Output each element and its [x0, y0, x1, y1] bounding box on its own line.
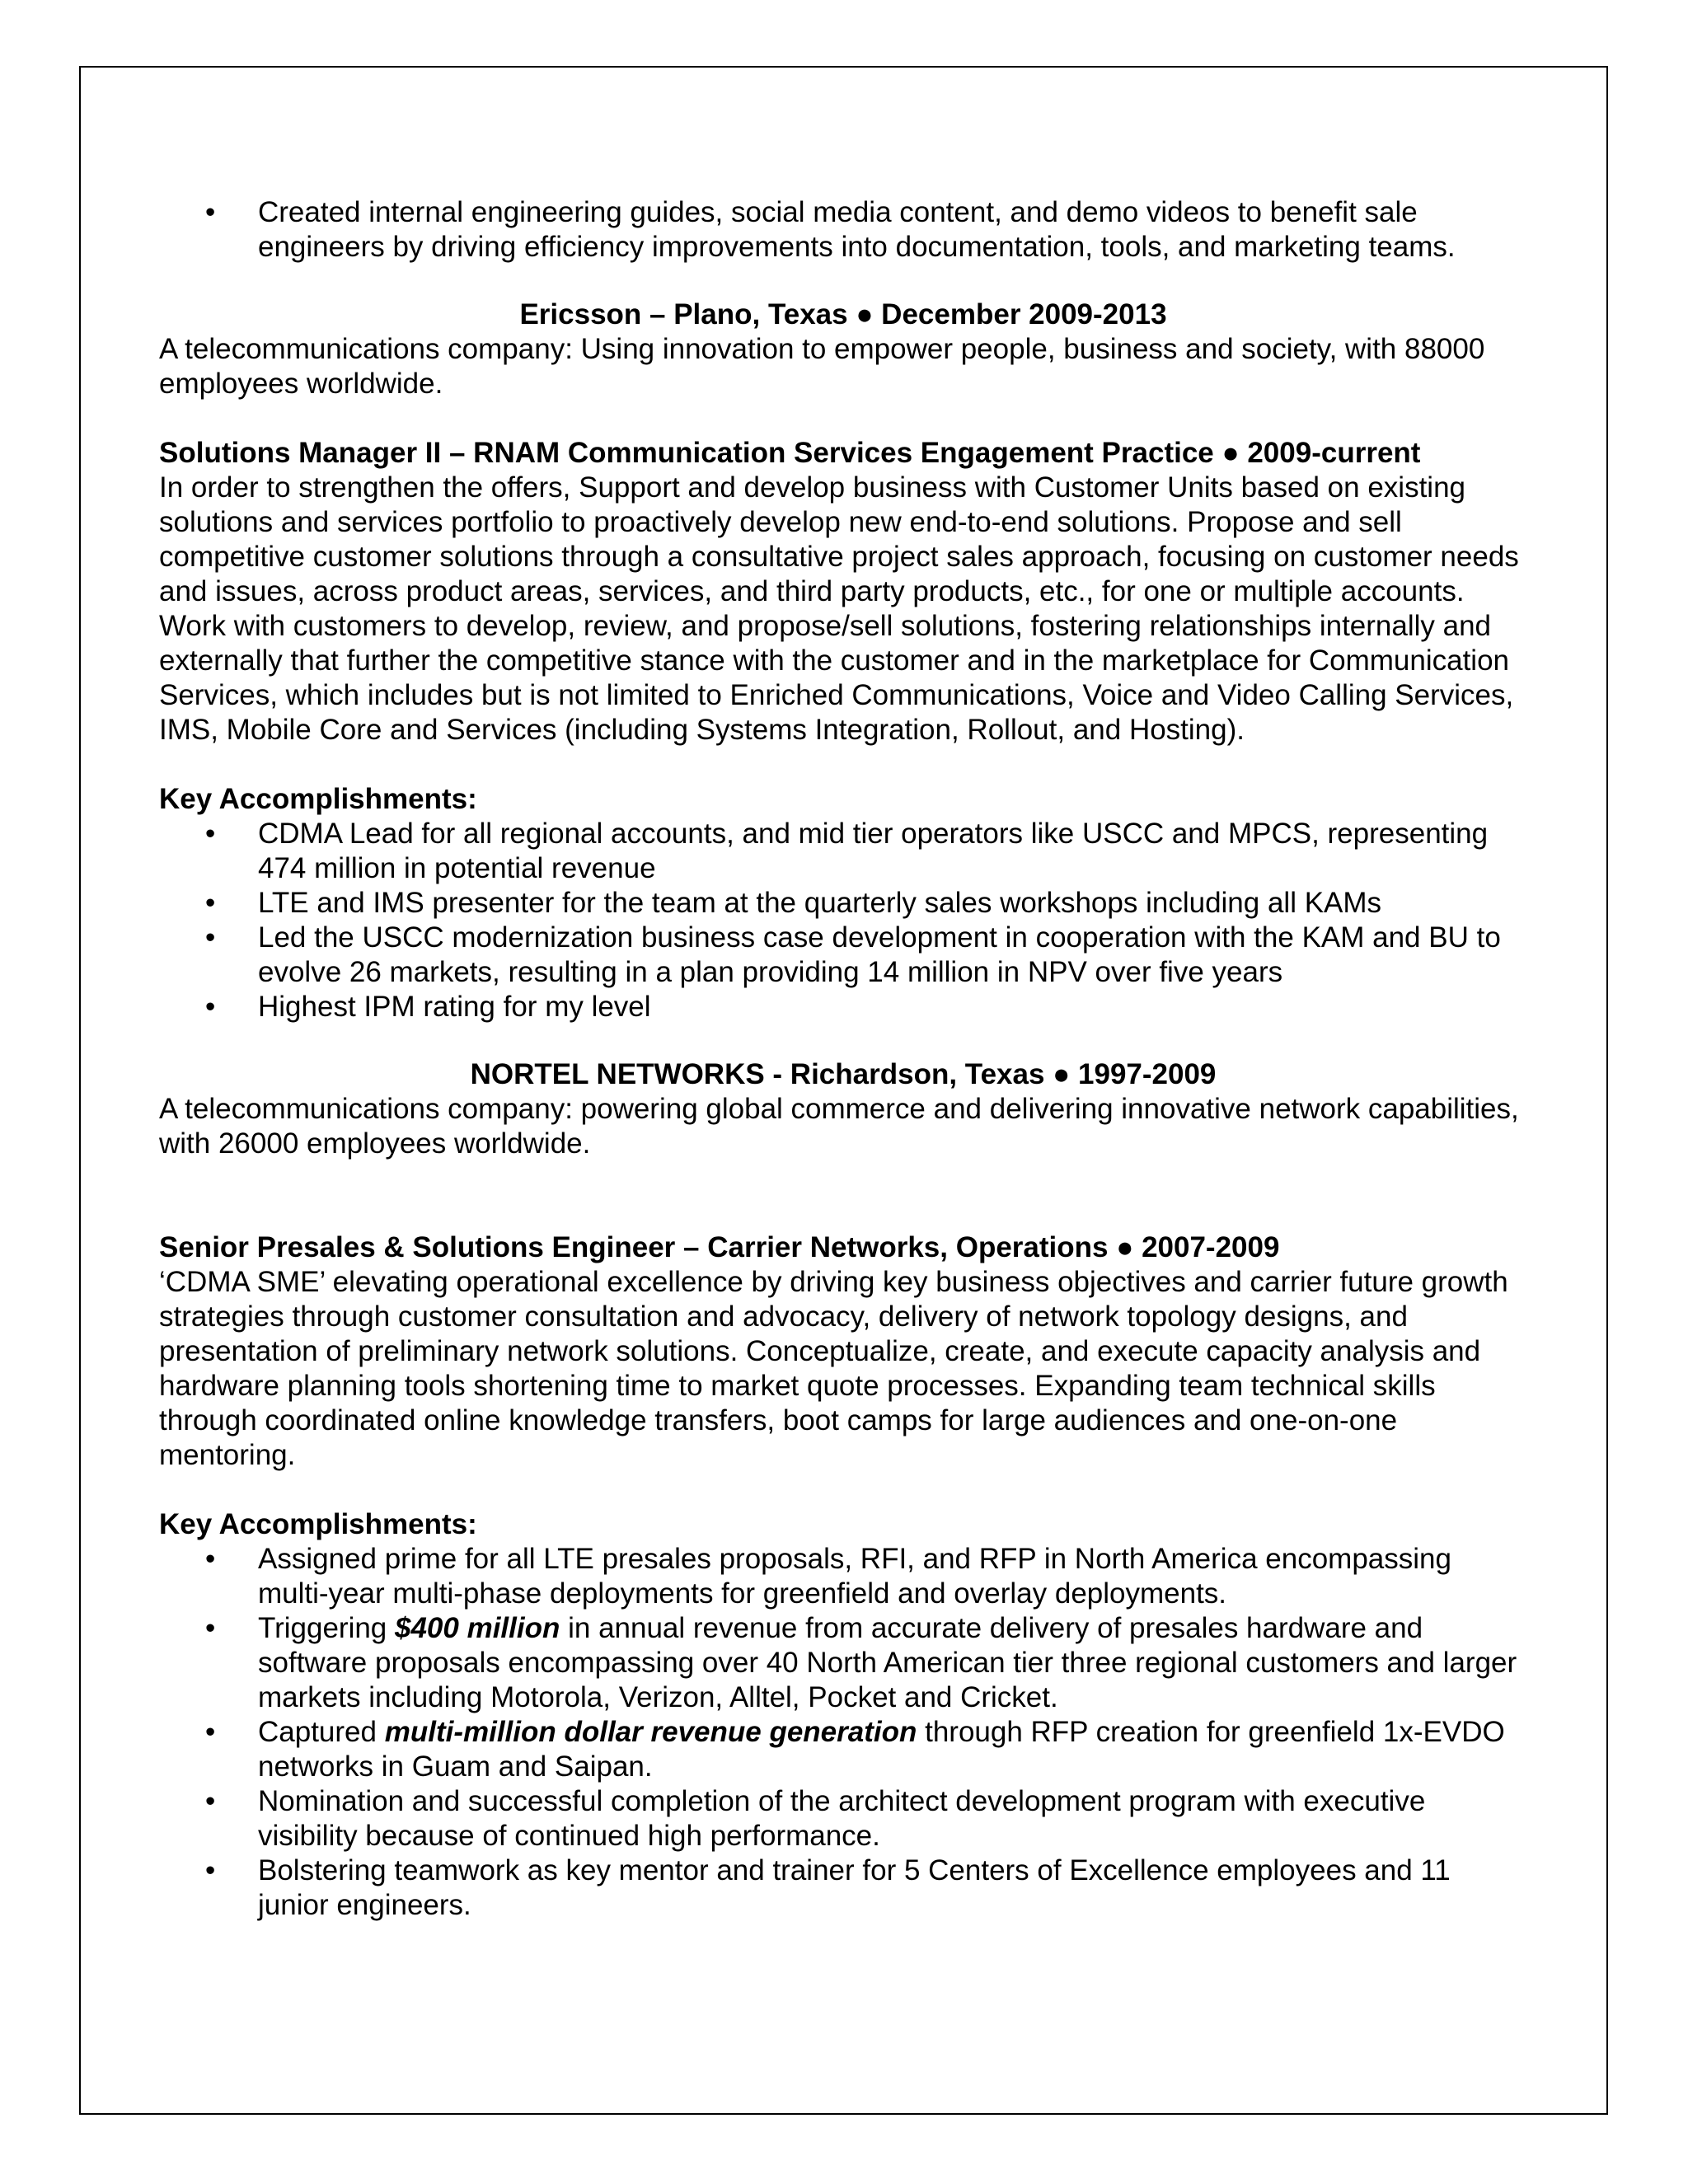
list-item — [159, 990, 1527, 1024]
bullet-icon: • — [205, 1785, 216, 1817]
bullet-icon: • — [205, 196, 216, 228]
bullet-text: Highest IPM rating for my level — [258, 991, 651, 1023]
bullet-text-after: through RFP creation for greenfield 1x-EVDO networks in Guam and Saipan. — [258, 1716, 1505, 1783]
bullet-text-after: in annual revenue from accurate delivery of presales hardware and software proposals encompassing over 40 North American tier three regional customers and larger markets including Motorola, Verizon, Alltel, Pocket and Cricket. — [258, 1612, 1517, 1713]
nortel-company-heading: NORTEL NETWORKS - Richardson, Texas ● 1997-2009 — [470, 1058, 1217, 1090]
senior-presales-job-title: Senior Presales & Solutions Engineer – Carrier Networks, Operations ● 2007-2009 — [159, 1231, 1280, 1263]
bullet-text — [258, 1716, 1505, 1783]
bullet-icon: • — [205, 991, 216, 1023]
bullet-text: LTE and IMS presenter for the team at the quarterly sales workshops including all KAMs — [258, 887, 1382, 919]
bullet-text-before: Captured — [258, 1716, 385, 1748]
spacer — [159, 1161, 1527, 1230]
list-item — [159, 921, 1527, 990]
spacer — [159, 401, 1527, 436]
solutions-manager-job-title: Solutions Manager II – RNAM Communication Services Engagement Practice ● 2009-current — [159, 437, 1421, 469]
list-item — [159, 886, 1527, 921]
spacer — [159, 1473, 1527, 1507]
ericsson-company-description: A telecommunications company: Using innovation to empower people, business and society, with 88000 employees worldwide. — [159, 333, 1485, 400]
nortel-company-description: A telecommunications company: powering global commerce and delivering innovative network capabilities, with 26000 employees worldwide. — [159, 1093, 1519, 1160]
bullet-text: Created internal engineering guides, social media content, and demo videos to benefit sale engineers by driving efficiency improvements into documentation, tools, and marketing teams. — [258, 196, 1456, 263]
bullet-icon: • — [205, 1612, 216, 1644]
bullet-icon: • — [205, 818, 216, 850]
list-item — [159, 1542, 1527, 1611]
bullet-text: CDMA Lead for all regional accounts, and mid tier operators like USCC and MPCS, representing 474 million in potential revenue — [258, 818, 1489, 884]
revenue-emphasis: multi-million dollar revenue generation — [384, 1716, 917, 1748]
resume-page-content — [159, 195, 1527, 1923]
bullet-text: Led the USCC modernization business case development in cooperation with the KAM and BU to evolve 26 markets, resulting in a plan providing 14 million in NPV over five years — [258, 921, 1501, 988]
spacer — [159, 748, 1527, 782]
ericsson-accomplishments-list — [159, 817, 1527, 1024]
bullet-icon: • — [205, 1716, 216, 1748]
list-item — [159, 1611, 1527, 1715]
bullet-text: Bolstering teamwork as key mentor and trainer for 5 Centers of Excellence employees and 11 junior engineers. — [258, 1854, 1451, 1921]
bullet-icon: • — [205, 921, 216, 954]
list-item — [159, 1854, 1527, 1923]
intro-bullet-list — [159, 195, 1527, 265]
spacer — [159, 265, 1527, 298]
bullet-icon: • — [205, 1543, 216, 1575]
bullet-text — [258, 1612, 1517, 1713]
list-item — [159, 817, 1527, 886]
list-item — [159, 1715, 1527, 1784]
bullet-text: Assigned prime for all LTE presales proposals, RFI, and RFP in North America encompassing multi-year multi-phase deployments for greenfield and overlay deployments. — [258, 1543, 1451, 1610]
bullet-text-before: Triggering — [258, 1612, 395, 1644]
revenue-emphasis: $400 million — [395, 1612, 560, 1644]
spacer — [159, 1024, 1527, 1057]
bullet-icon: • — [205, 1854, 216, 1886]
bullet-icon: • — [205, 887, 216, 919]
bullet-text: Nomination and successful completion of the architect development program with executive visibility because of continued high performance. — [258, 1785, 1426, 1852]
list-item — [159, 195, 1527, 265]
ericsson-company-heading: Ericsson – Plano, Texas ● December 2009-2013 — [519, 298, 1167, 330]
senior-presales-job-description: ‘CDMA SME’ elevating operational excellence by driving key business objectives and carrier future growth strategies through customer consultation and advocacy, delivery of network topology designs, and presentation of preliminary network solutions. Conceptualize, create, and execute capacity analysis and hardware planning tools shortening time to market quote processes. Expanding team technical skills through coordinated online knowledge transfers, boot camps for large audiences and one-on-one mentoring. — [159, 1266, 1508, 1471]
nortel-accomplishments-list — [159, 1542, 1527, 1923]
solutions-manager-job-description: In order to strengthen the offers, Support and develop business with Customer Units based on existing solutions and services portfolio to proactively develop new end-to-end solutions. Propose and sell competitive customer solutions through a consultative project sales approach, focusing on customer needs and issues, across product areas, services, and third party products, etc., for one or multiple accounts. Work with customers to develop, review, and propose/sell solutions, fostering relationships internally and externally that further the competitive stance with the customer and in the marketplace for Communication Services, which includes but is not limited to Enriched Communications, Voice and Video Calling Services, IMS, Mobile Core and Services (including Systems Integration, Rollout, and Hosting). — [159, 471, 1519, 746]
nortel-accomplishments-heading: Key Accomplishments: — [159, 1508, 477, 1540]
list-item — [159, 1784, 1527, 1854]
ericsson-accomplishments-heading: Key Accomplishments: — [159, 783, 477, 815]
